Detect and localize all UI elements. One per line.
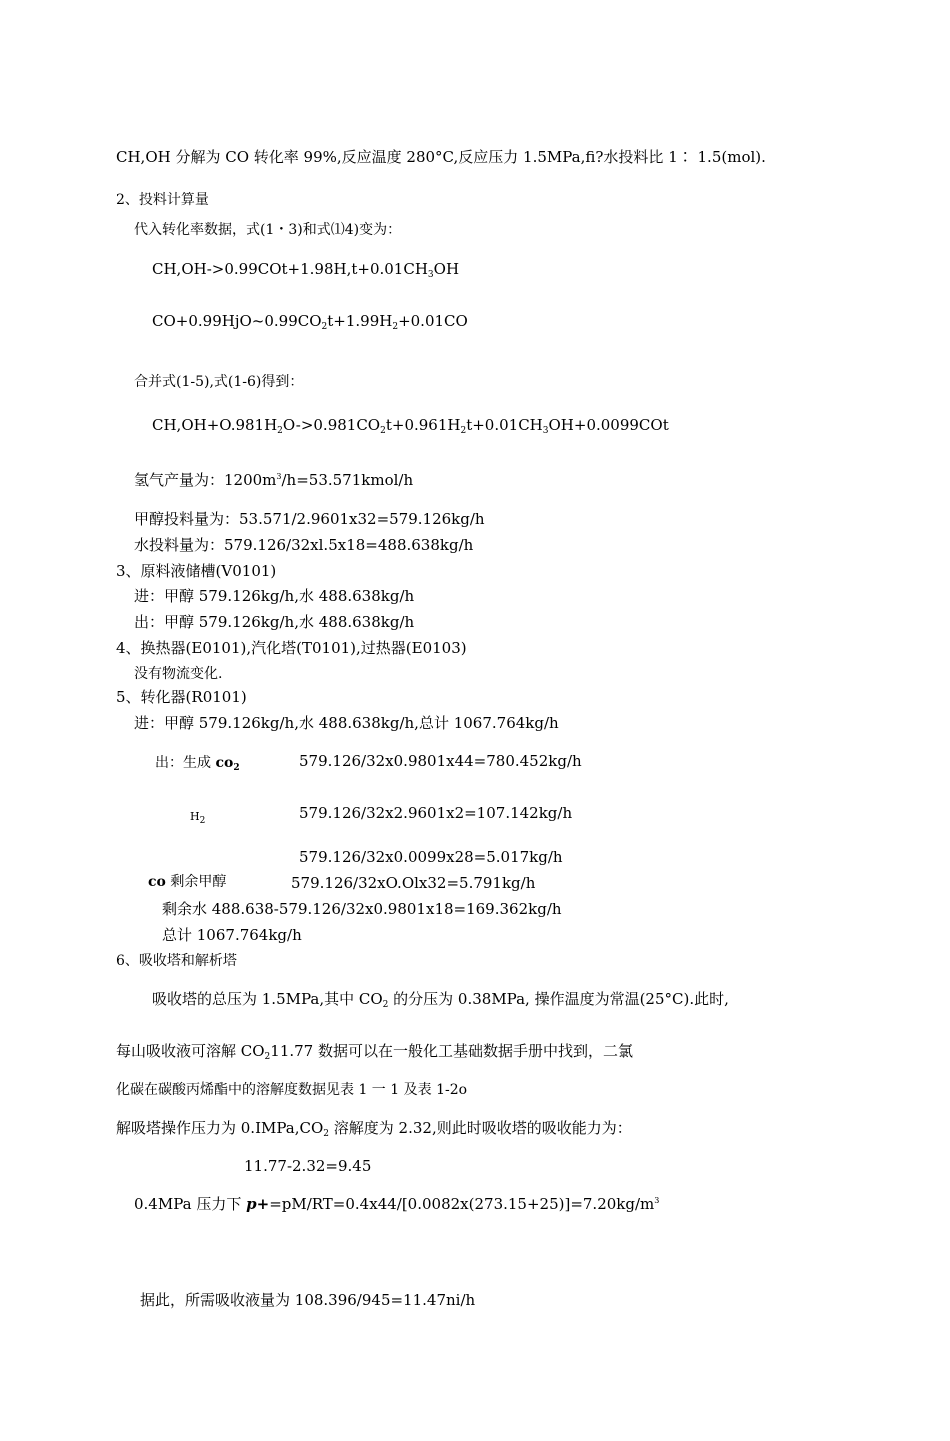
co2-value: 579.126/32x0.9801x44=780.452kg/h	[299, 752, 582, 770]
density-formula: 0.4MPa 压力下 $p+=pM/RT=0.4x44/[0.0082x(273.15+25)]=7.20kg/m^3$	[134, 1195, 660, 1213]
required-absorbent: 据此，所需吸收液量为 108.396/945=11.47ni/h	[140, 1291, 476, 1309]
storage-out: 出：甲醇 579.126kg/h,水 488.638kg/h	[134, 613, 415, 631]
section-2-heading: 2、投料计算量	[116, 192, 209, 208]
h2-label: $H_2$	[190, 810, 206, 826]
equation-2: $CO+0.99HjO\sim 0.99CO_2t+1.99H_2+0.01CO$	[152, 312, 468, 332]
section-6-heading: 6、吸收塔和解析塔	[116, 953, 237, 969]
absorption-capacity-calc: 11.77-2.32=9.45	[244, 1157, 372, 1175]
equation-3: $CH,OH+O.981H_2O->0.981CO_2t+0.961H_2t+0.01CH_3OH+0.0099COt$	[152, 416, 669, 436]
co-value: 579.126/32x0.0099x28=5.017kg/h	[299, 848, 563, 866]
substitution-text: 代入转化率数据，式(1・3)和式⑴4)变为：	[134, 222, 402, 238]
intro-line: CH,OH 分解为 CO 转化率 99%,反应温度 280°C,反应压力 1.5MPa,fi?水投料比 1∶ 1.5(mol).	[116, 148, 766, 166]
section-3-heading: 3、原料液储槽(V0101)	[116, 562, 277, 580]
remaining-methanol-label: co 剩余甲醇	[148, 874, 227, 890]
merge-text: 合并式(1-5),式(1-6)得到：	[134, 374, 304, 390]
reformer-out-label: 出：生成 $co_2$	[155, 755, 240, 773]
remaining-water: 剩余水 488.638-579.126/32x0.9801x18=169.362kg/h	[162, 900, 562, 918]
equation-1: $CH,OH->0.99COt+1.98H,t+0.01CH_3OH$	[152, 260, 460, 280]
methanol-feed: 甲醇投料量为：53.571/2.9601x32=579.126kg/h	[134, 510, 485, 528]
absorber-paragraph-3: 化碳在碳酸丙烯酯中的溶解度数据见表 1 一 1 及表 1-2o	[116, 1082, 468, 1098]
absorber-paragraph-2: 每山吸收液可溶解 $CO_211.77$ 数据可以在一般化工基础数据手册中找到，二氯	[116, 1042, 633, 1062]
section-5-heading: 5、转化器(R0101)	[116, 688, 247, 706]
h2-value: 579.126/32x2.9601x2=107.142kg/h	[299, 804, 573, 822]
section-4-heading: 4、换热器(E0101),汽化塔(T0101),过热器(E0103)	[116, 639, 467, 657]
desorber-paragraph: 解吸塔操作压力为 $0.IMPa,CO_2$ 溶解度为 2.32,则此时吸收塔的吸收能力为：	[116, 1119, 632, 1139]
reformer-in: 进：甲醇 579.126kg/h,水 488.638kg/h,总计 1067.764kg/h	[134, 714, 559, 732]
absorber-paragraph-1: 吸收塔的总压为 1.5MPa,其中 $CO_2$ 的分压为 0.38MPa, 操作温度为常温(25°C).此时,	[152, 990, 729, 1010]
hydrogen-output: 氢气产量为：$1200m^3/h=53.571kmol/h$	[134, 471, 414, 489]
reformer-total: 总计 1067.764kg/h	[162, 926, 302, 944]
water-feed: 水投料量为：579.126/32xl.5x18=488.638kg/h	[134, 536, 474, 554]
no-change-note: 没有物流变化.	[134, 666, 223, 682]
storage-in: 进：甲醇 579.126kg/h,水 488.638kg/h	[134, 587, 415, 605]
remaining-methanol-value: 579.126/32xO.Olx32=5.791kg/h	[291, 874, 536, 892]
